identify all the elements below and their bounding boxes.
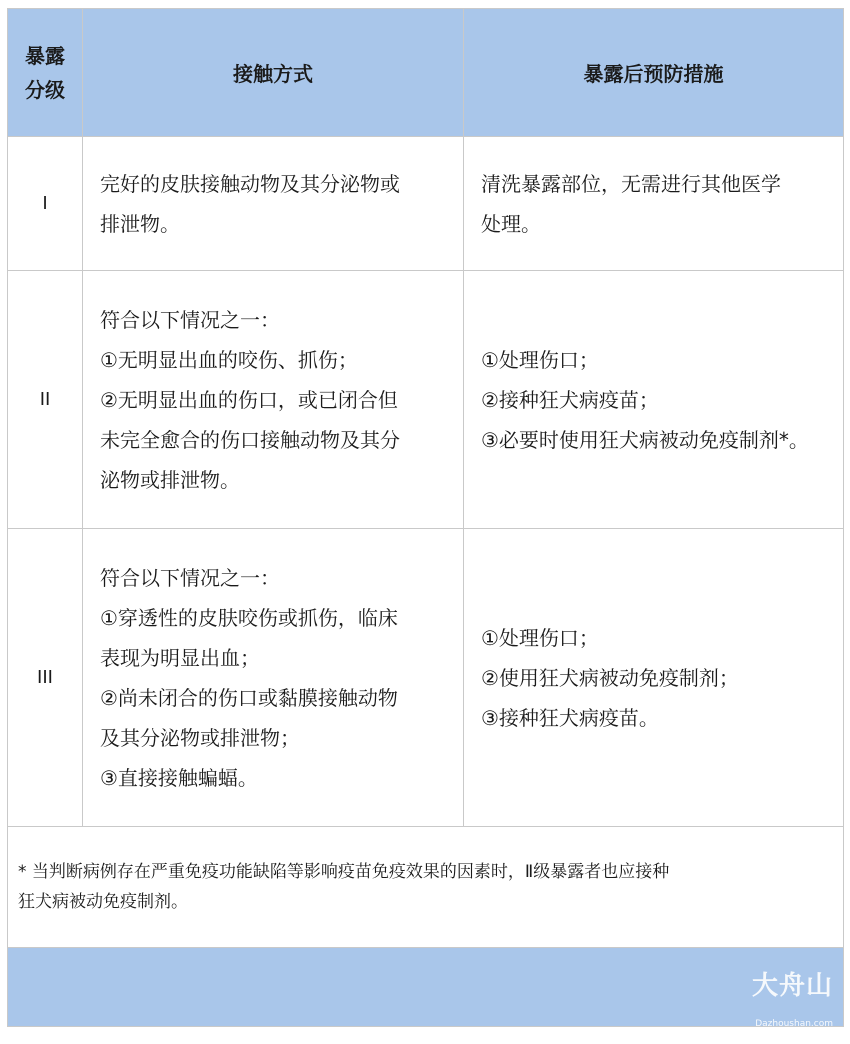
measures-cell: ①处理伤口； ②使用狂犬病被动免疫制剂； ③接种狂犬病疫苗。 bbox=[464, 529, 844, 827]
level-cell: II bbox=[8, 271, 83, 529]
measures-cell: ①处理伤口； ②接种狂犬病疫苗； ③必要时使用狂犬病被动免疫制剂*。 bbox=[464, 271, 844, 529]
footnote: * 当判断病例存在严重免疫功能缺陷等影响疫苗免疫效果的因素时，Ⅱ级暴露者也应接种 狂犬病被动免疫制剂。 bbox=[8, 827, 844, 948]
table-header-row bbox=[8, 9, 844, 137]
contact-cell: 符合以下情况之一： ①无明显出血的咬伤、抓伤； ②无明显出血的伤口，或已闭合但 未完全愈合的伤口接触动物及其分 泌物或排泄物。 bbox=[83, 271, 464, 529]
level-cell: I bbox=[8, 137, 83, 271]
contact-cell: 完好的皮肤接触动物及其分泌物或 排泄物。 bbox=[83, 137, 464, 271]
header-contact-method: 接触方式 bbox=[83, 9, 464, 137]
table-row bbox=[8, 529, 844, 827]
exposure-classification-table bbox=[7, 8, 844, 1027]
measures-cell: 清洗暴露部位，无需进行其他医学 处理。 bbox=[464, 137, 844, 271]
note-row bbox=[8, 827, 844, 948]
exposure-table-container bbox=[7, 8, 842, 1029]
level-cell: III bbox=[8, 529, 83, 827]
footer-band bbox=[8, 948, 844, 1027]
footer-row bbox=[8, 948, 844, 1027]
table-row bbox=[8, 137, 844, 271]
header-exposure-level: 暴露 分级 bbox=[8, 9, 83, 137]
watermark-logo: 大舟山 Dazhoushan.com bbox=[751, 971, 833, 1029]
table-row bbox=[8, 271, 844, 529]
header-prevention-measures: 暴露后预防措施 bbox=[464, 9, 844, 137]
contact-cell: 符合以下情况之一： ①穿透性的皮肤咬伤或抓伤，临床 表现为明显出血； ②尚未闭合的伤口或黏膜接触动物 及其分泌物或排泄物； ③直接接触蝙蝠。 bbox=[83, 529, 464, 827]
